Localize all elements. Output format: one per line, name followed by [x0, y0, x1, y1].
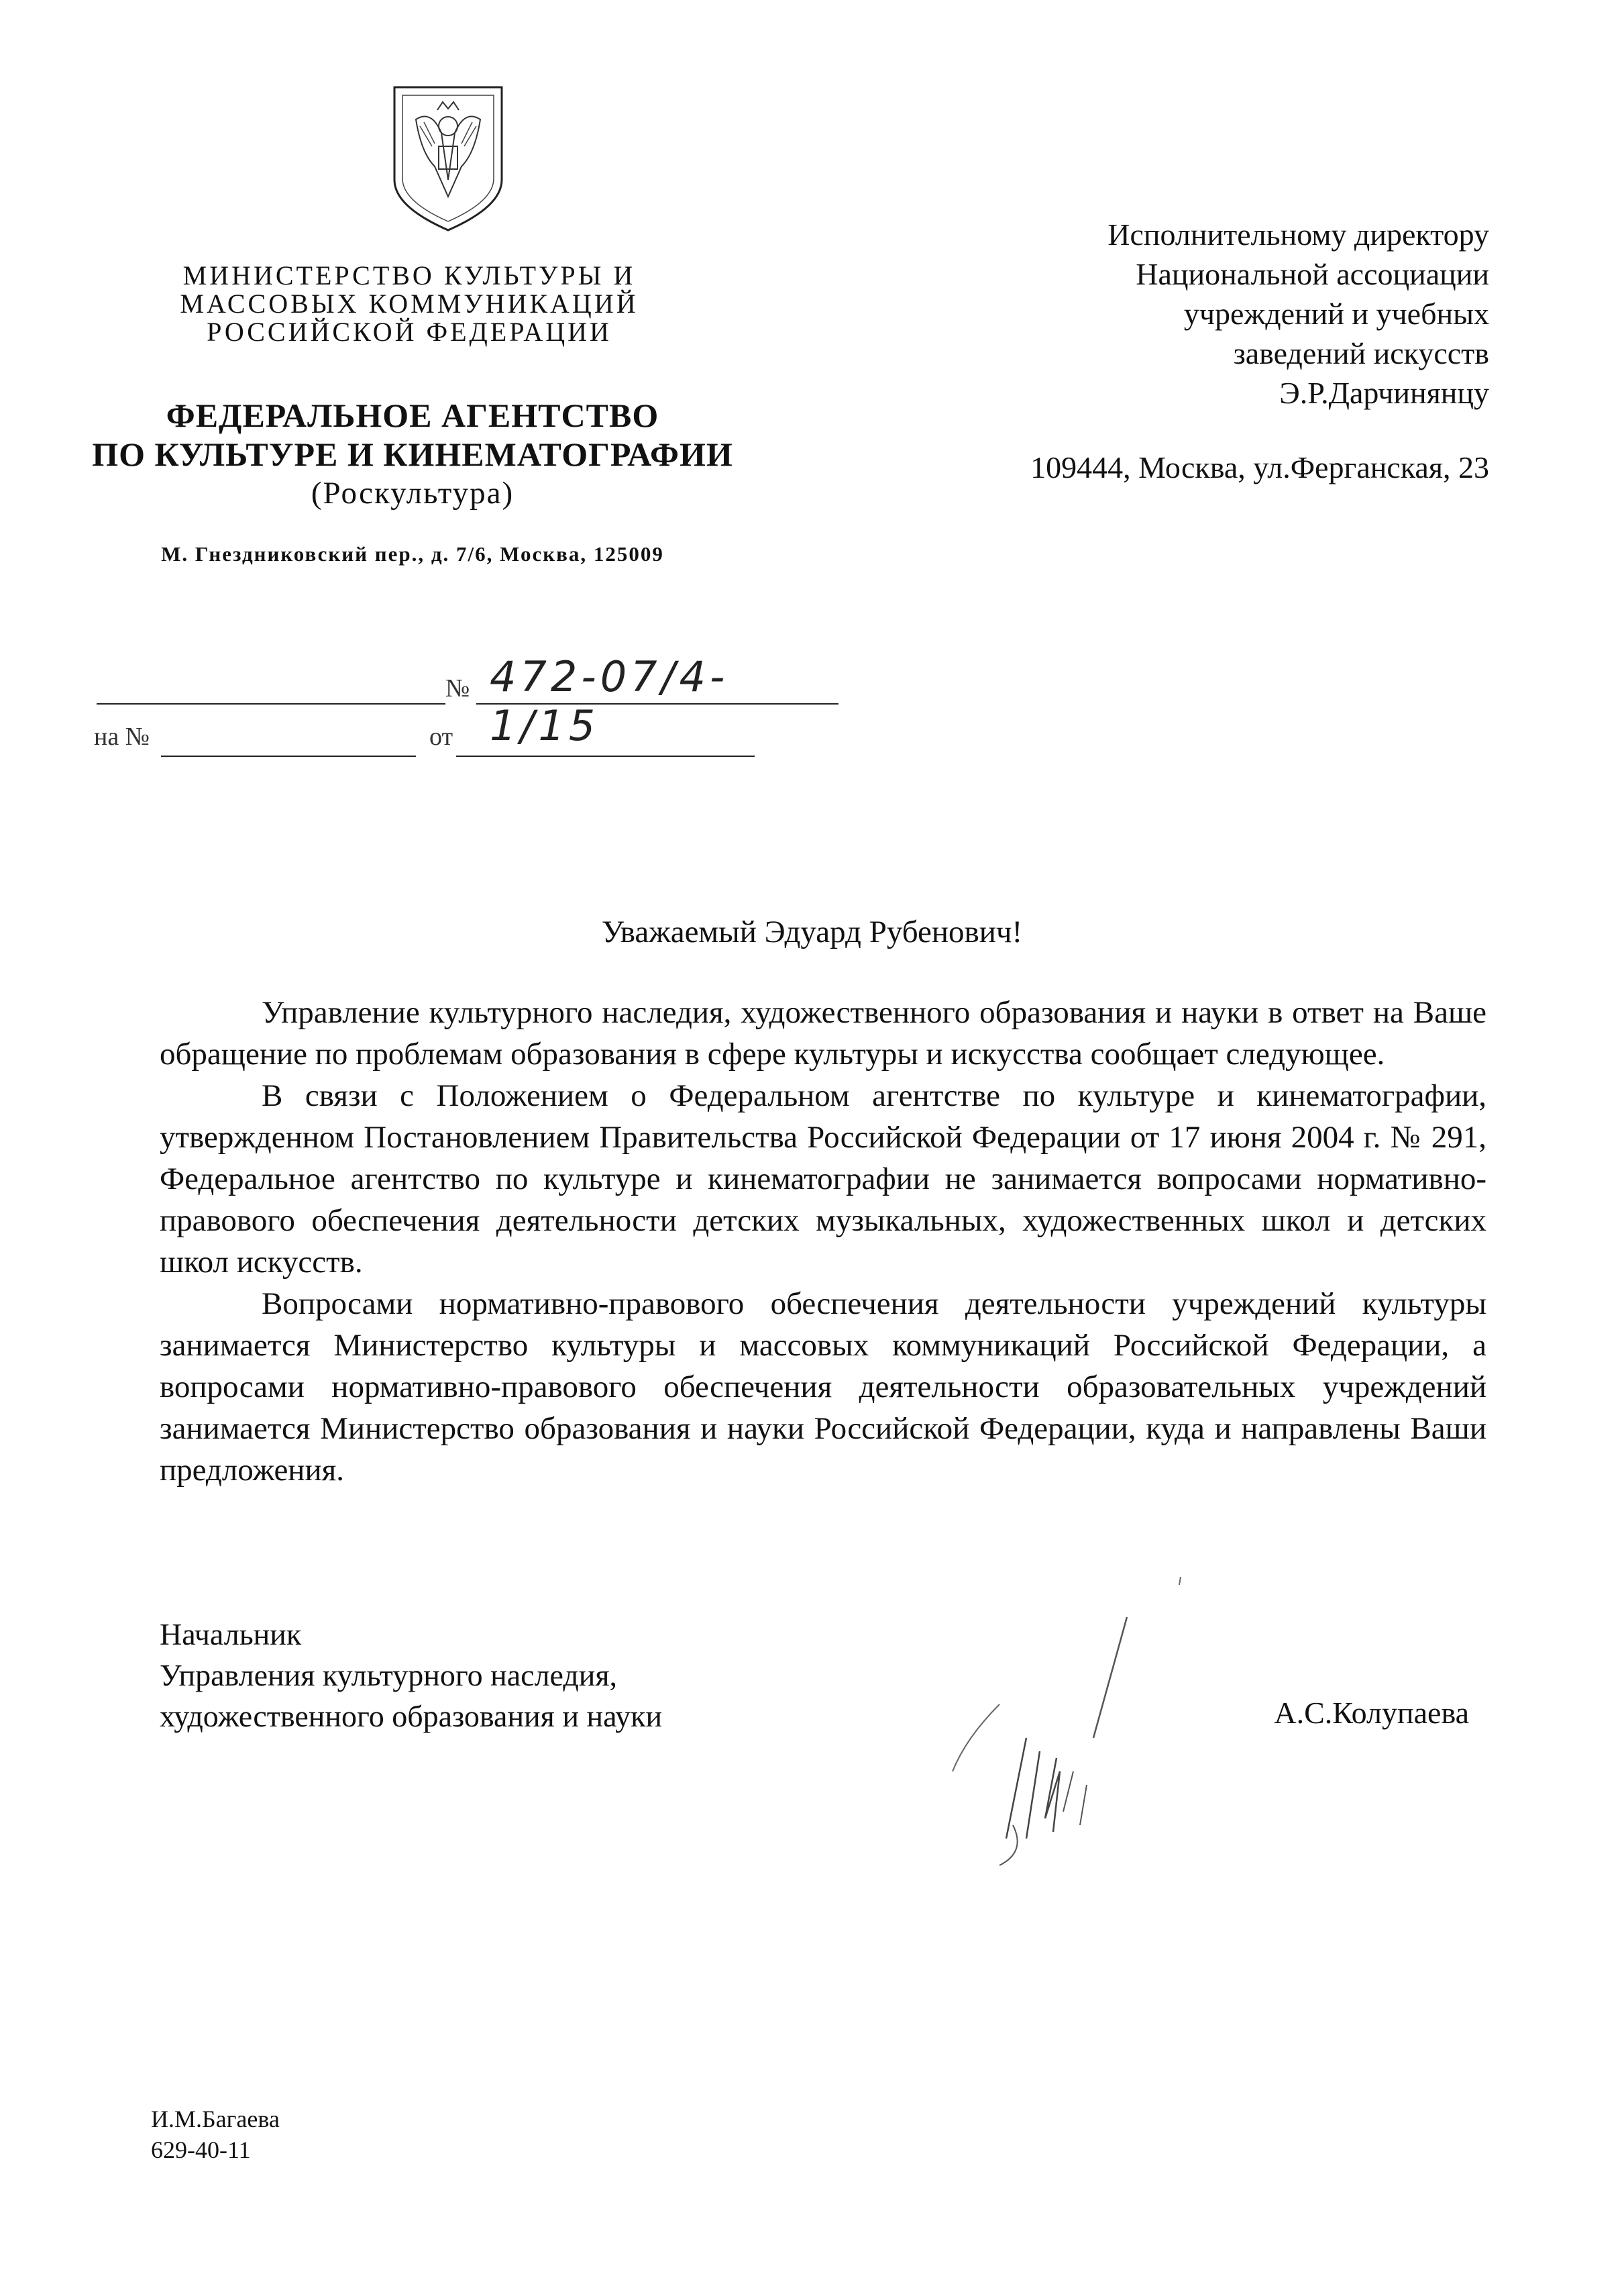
- date-blank-line: [97, 676, 445, 705]
- reply-number-label: на №: [94, 723, 150, 751]
- letter-body: [160, 992, 1486, 1491]
- signer-line: Управления культурного наследия,: [160, 1658, 618, 1692]
- reply-date-label: от: [429, 723, 453, 751]
- recipient-line: Исполнительному директору: [1107, 217, 1489, 252]
- executor-phone: 629-40-11: [151, 2136, 251, 2163]
- registration-block: [94, 652, 765, 751]
- ministry-line: МАССОВЫХ КОММУНИКАЦИЙ: [180, 289, 639, 319]
- recipient-line: учреждений и учебных: [1183, 297, 1489, 331]
- recipient-line: Национальной ассоциации: [1136, 257, 1489, 291]
- executor-name: И.М.Багаева: [151, 2106, 280, 2132]
- signer-name: А.С.Колупаева: [1274, 1696, 1469, 1730]
- executor-info: [151, 2104, 553, 2165]
- greeting: Уважаемый Эдуард Рубенович!: [601, 915, 1023, 949]
- body-paragraph: В связи с Положением о Федеральном агентстве по культуре и кинематографии, утвержденном Постановлением Правительства Российской Федерации от 17 июня 2004 г. № 291, Федеральное агентство по культуре и кинематографии не занимается вопросами нормативно-правового обеспечения деятельности детских музыкальных, художественных школ и детских школ искусств.: [160, 1078, 1486, 1280]
- body-paragraph: Вопросами нормативно-правового обеспечения деятельности учреждений культуры занимается Министерство культуры и массовых коммуникаций Российской Федерации, а вопросами нормативно-правового обеспечения деятельности образовательных учреждений занимается Министерство образования и науки Российской Федерации, куда и направлены Ваши предложения.: [160, 1286, 1486, 1488]
- recipient-address: 109444, Москва, ул.Ферганская, 23: [1030, 450, 1489, 484]
- agency-line: ФЕДЕРАЛЬНОЕ АГЕНТСТВО: [166, 397, 659, 434]
- reply-date-line: [456, 729, 755, 757]
- ministry-line: РОССИЙСКОЙ ФЕДЕРАЦИИ: [207, 317, 612, 347]
- recipient-line: Э.Р.Дарчинянцу: [1279, 376, 1489, 410]
- signer-line: художественного образования и науки: [160, 1699, 663, 1733]
- agency-line: ПО КУЛЬТУРЕ И КИНЕМАТОГРАФИИ: [92, 435, 733, 473]
- recipient-block: [872, 215, 1489, 413]
- recipient-line: заведений искусств: [1233, 336, 1489, 370]
- number-label: №: [445, 674, 470, 703]
- agency-short-name: (Роскультура): [311, 476, 515, 511]
- signer-line: Начальник: [160, 1617, 302, 1651]
- body-paragraph: Управление культурного наследия, художественного образования и науки в ответ на Ваше обращение по проблемам образования в сфере культуры и искусства сообщает следующее.: [160, 995, 1486, 1072]
- reply-number-line: [161, 729, 416, 757]
- handwritten-reg-number: 472-07/4-1/15: [490, 652, 729, 750]
- coat-of-arms-emblem: [368, 79, 529, 234]
- handwritten-signature: [926, 1570, 1207, 1879]
- agency-header: [80, 396, 745, 513]
- ministry-header: [121, 262, 698, 346]
- ministry-line: МИНИСТЕРСТВО КУЛЬТУРЫ И: [182, 260, 636, 291]
- signer-title: [160, 1614, 898, 1737]
- sender-address: М. Гнездниковский пер., д. 7/6, Москва, 125009: [161, 542, 664, 566]
